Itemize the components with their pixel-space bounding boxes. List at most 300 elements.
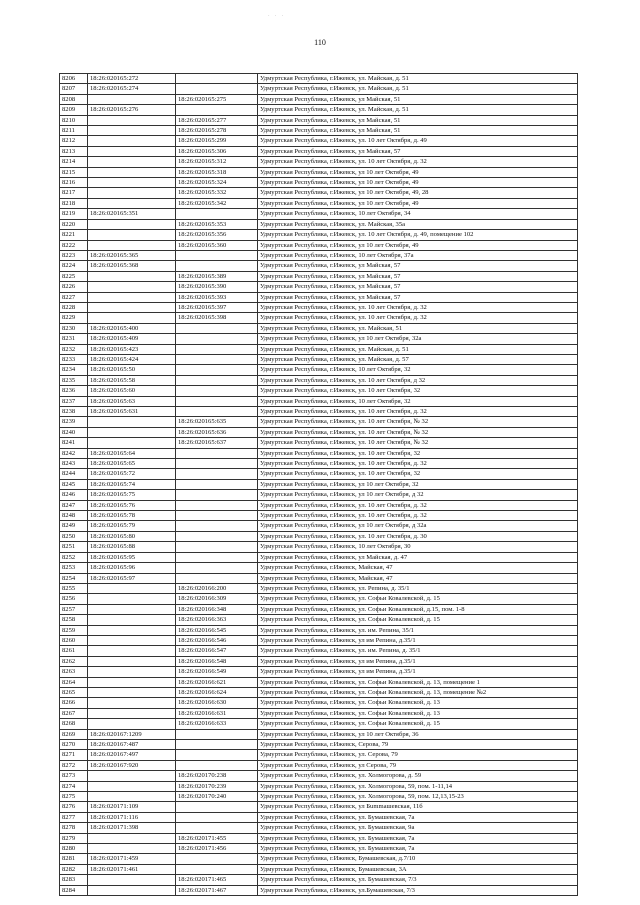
related-cadastral-number-cell [176, 812, 258, 822]
cadastral-number-cell: 18:26:020165:96 [88, 563, 176, 573]
row-number-cell: 8225 [60, 271, 88, 281]
cadastral-number-cell [88, 771, 176, 781]
related-cadastral-number-cell [176, 729, 258, 739]
related-cadastral-number-cell: 18:26:020166:363 [176, 615, 258, 625]
row-number-cell: 8263 [60, 667, 88, 677]
cadastral-number-cell [88, 667, 176, 677]
address-cell: Удмуртская Республика, г.Ижевск, ул. Бумашевская, 7а [258, 844, 578, 854]
row-number-cell: 8283 [60, 875, 88, 885]
related-cadastral-number-cell [176, 105, 258, 115]
row-number-cell: 8231 [60, 334, 88, 344]
table-row [60, 844, 578, 854]
related-cadastral-number-cell [176, 563, 258, 573]
table-row [60, 677, 578, 687]
row-number-cell: 8233 [60, 354, 88, 364]
cadastral-number-cell [88, 833, 176, 843]
table-row [60, 396, 578, 406]
cadastral-number-cell: 18:26:020165:365 [88, 250, 176, 260]
row-number-cell: 8284 [60, 885, 88, 895]
related-cadastral-number-cell: 18:26:020165:299 [176, 136, 258, 146]
row-number-cell: 8222 [60, 240, 88, 250]
related-cadastral-number-cell: 18:26:020165:635 [176, 417, 258, 427]
address-cell: Удмуртская Республика, г.Ижевск, ул. Бумашевская, 7а [258, 812, 578, 822]
related-cadastral-number-cell [176, 209, 258, 219]
table-row [60, 167, 578, 177]
row-number-cell: 8278 [60, 823, 88, 833]
row-number-cell: 8211 [60, 126, 88, 136]
row-number-cell: 8246 [60, 490, 88, 500]
address-cell: Удмуртская Республика, г.Ижевск, ул Майская, 57 [258, 271, 578, 281]
address-cell: Удмуртская Республика, г.Ижевск, 10 лет Октября, 32 [258, 396, 578, 406]
address-cell: Удмуртская Республика, г.Ижевск, ул 10 лет Октября, 49 [258, 198, 578, 208]
table-row [60, 854, 578, 864]
table-row [60, 594, 578, 604]
row-number-cell: 8269 [60, 729, 88, 739]
address-cell: Удмуртская Республика, г.Ижевск, ул. 10 лет Октября, д. 49 [258, 136, 578, 146]
row-number-cell: 8244 [60, 469, 88, 479]
cadastral-number-cell: 18:26:020165:75 [88, 490, 176, 500]
cadastral-number-cell: 18:26:020165:74 [88, 479, 176, 489]
address-cell: Удмуртская Республика, г.Ижевск, ул. Бумашевская, 7/3 [258, 875, 578, 885]
cadastral-number-cell [88, 136, 176, 146]
related-cadastral-number-cell: 18:26:020165:360 [176, 240, 258, 250]
table-row [60, 105, 578, 115]
table-row [60, 740, 578, 750]
row-number-cell: 8210 [60, 115, 88, 125]
address-cell: Удмуртская Республика, г.Ижевск, ул. 10 лет Октября, д. 32 [258, 302, 578, 312]
cadastral-number-cell: 18:26:020165:274 [88, 84, 176, 94]
cadastral-number-cell [88, 94, 176, 104]
row-number-cell: 8267 [60, 708, 88, 718]
row-number-cell: 8217 [60, 188, 88, 198]
table-row [60, 365, 578, 375]
row-number-cell: 8243 [60, 459, 88, 469]
address-cell: Удмуртская Республика, г.Ижевск, ул. 10 лет Октября, д. 32 [258, 511, 578, 521]
related-cadastral-number-cell [176, 459, 258, 469]
related-cadastral-number-cell: 18:26:020165:636 [176, 427, 258, 437]
row-number-cell: 8215 [60, 167, 88, 177]
row-number-cell: 8234 [60, 365, 88, 375]
table-body [60, 74, 578, 896]
related-cadastral-number-cell [176, 323, 258, 333]
related-cadastral-number-cell: 18:26:020166:549 [176, 667, 258, 677]
row-number-cell: 8236 [60, 386, 88, 396]
cadastral-number-cell [88, 604, 176, 614]
table-row [60, 563, 578, 573]
address-cell: Удмуртская Республика, г.Ижевск, ул. Майская, 35а [258, 219, 578, 229]
row-number-cell: 8253 [60, 563, 88, 573]
table-row [60, 375, 578, 385]
row-number-cell: 8249 [60, 521, 88, 531]
related-cadastral-number-cell: 18:26:020165:397 [176, 302, 258, 312]
address-cell: Удмуртская Республика, г.Ижевск, ул. 10 лет Октября, д 32 [258, 375, 578, 385]
row-number-cell: 8255 [60, 583, 88, 593]
address-cell: Удмуртская Республика, г.Ижевск, ул. Софьи Ковалевской, д.15, пом. 1-8 [258, 604, 578, 614]
row-number-cell: 8209 [60, 105, 88, 115]
related-cadastral-number-cell [176, 261, 258, 271]
address-cell: Удмуртская Республика, г.Ижевск, ул 10 лет Октября, 49 [258, 178, 578, 188]
related-cadastral-number-cell: 18:26:020171:455 [176, 833, 258, 843]
cadastral-number-cell [88, 719, 176, 729]
row-number-cell: 8232 [60, 344, 88, 354]
related-cadastral-number-cell [176, 375, 258, 385]
table-row [60, 354, 578, 364]
related-cadastral-number-cell [176, 354, 258, 364]
related-cadastral-number-cell: 18:26:020165:393 [176, 292, 258, 302]
row-number-cell: 8279 [60, 833, 88, 843]
cadastral-number-cell [88, 167, 176, 177]
row-number-cell: 8228 [60, 302, 88, 312]
table-row [60, 687, 578, 697]
row-number-cell: 8262 [60, 656, 88, 666]
related-cadastral-number-cell: 18:26:020166:548 [176, 656, 258, 666]
table-row [60, 219, 578, 229]
row-number-cell: 8241 [60, 438, 88, 448]
cadastral-number-cell [88, 885, 176, 895]
related-cadastral-number-cell: 18:26:020165:324 [176, 178, 258, 188]
table-row [60, 479, 578, 489]
cadastral-number-cell: 18:26:020165:97 [88, 573, 176, 583]
related-cadastral-number-cell: 18:26:020165:637 [176, 438, 258, 448]
row-number-cell: 8281 [60, 854, 88, 864]
row-number-cell: 8277 [60, 812, 88, 822]
address-cell: Удмуртская Республика, г.Ижевск, Бумашевская, д.7/10 [258, 854, 578, 864]
address-cell: Удмуртская Республика, г.Ижевск, ул. 10 лет Октября, № 32 [258, 427, 578, 437]
row-number-cell: 8221 [60, 230, 88, 240]
row-number-cell: 8264 [60, 677, 88, 687]
related-cadastral-number-cell [176, 521, 258, 531]
cadastral-number-cell: 18:26:020171:398 [88, 823, 176, 833]
table-row [60, 282, 578, 292]
cadastral-number-cell [88, 687, 176, 697]
cadastral-number-cell: 18:26:020165:76 [88, 500, 176, 510]
table-row [60, 511, 578, 521]
table-row [60, 198, 578, 208]
cadastral-number-cell: 18:26:020165:631 [88, 407, 176, 417]
cadastral-number-cell: 18:26:020165:79 [88, 521, 176, 531]
address-cell: Удмуртская Республика, г.Ижевск, ул. 10 лет Октября, д. 32 [258, 459, 578, 469]
cadastral-register-table [59, 73, 578, 896]
table-row [60, 812, 578, 822]
related-cadastral-number-cell: 18:26:020165:389 [176, 271, 258, 281]
row-number-cell: 8220 [60, 219, 88, 229]
row-number-cell: 8239 [60, 417, 88, 427]
table-row [60, 875, 578, 885]
related-cadastral-number-cell [176, 542, 258, 552]
related-cadastral-number-cell: 18:26:020166:200 [176, 583, 258, 593]
address-cell: Удмуртская Республика, г.Ижевск, 10 лет Октября, 34 [258, 209, 578, 219]
address-cell: Удмуртская Республика, г.Ижевск, ул. Майская, д. 51 [258, 74, 578, 84]
table-row [60, 84, 578, 94]
cadastral-number-cell [88, 708, 176, 718]
table-row [60, 313, 578, 323]
row-number-cell: 8206 [60, 74, 88, 84]
related-cadastral-number-cell [176, 344, 258, 354]
cadastral-number-cell [88, 427, 176, 437]
address-cell: Удмуртская Республика, г.Ижевск, ул им Репина, д.35/1 [258, 635, 578, 645]
table-row [60, 708, 578, 718]
cadastral-number-cell: 18:26:020165:409 [88, 334, 176, 344]
address-cell: Удмуртская Республика, г.Ижевск, ул Майская, д. 47 [258, 552, 578, 562]
row-number-cell: 8268 [60, 719, 88, 729]
table-row [60, 136, 578, 146]
row-number-cell: 8254 [60, 573, 88, 583]
table-row [60, 615, 578, 625]
related-cadastral-number-cell: 18:26:020170:239 [176, 781, 258, 791]
related-cadastral-number-cell: 18:26:020166:631 [176, 708, 258, 718]
address-cell: Удмуртская Республика, г.Ижевск, ул. Софьи Ковалевской, д. 15 [258, 594, 578, 604]
related-cadastral-number-cell [176, 864, 258, 874]
row-number-cell: 8207 [60, 84, 88, 94]
table-row [60, 407, 578, 417]
cadastral-number-cell [88, 677, 176, 687]
address-cell: Удмуртская Республика, г.Ижевск, ул Майская, 51 [258, 126, 578, 136]
cadastral-number-cell [88, 146, 176, 156]
table-row [60, 490, 578, 500]
address-cell: Удмуртская Республика, г.Ижевск, Серова, 79 [258, 740, 578, 750]
related-cadastral-number-cell: 18:26:020171:467 [176, 885, 258, 895]
related-cadastral-number-cell [176, 448, 258, 458]
related-cadastral-number-cell [176, 74, 258, 84]
address-cell: Удмуртская Республика, г.Ижевск, ул им Репина, д.35/1 [258, 667, 578, 677]
related-cadastral-number-cell: 18:26:020165:332 [176, 188, 258, 198]
row-number-cell: 8218 [60, 198, 88, 208]
table-row [60, 604, 578, 614]
cadastral-number-cell [88, 438, 176, 448]
row-number-cell: 8259 [60, 625, 88, 635]
table-row [60, 667, 578, 677]
address-cell: Удмуртская Республика, г.Ижевск, ул. 10 лет Октября, д. 32 [258, 157, 578, 167]
address-cell: Удмуртская Республика, г.Ижевск, ул 10 лет Октября, 49 [258, 240, 578, 250]
related-cadastral-number-cell: 18:26:020170:240 [176, 792, 258, 802]
row-number-cell: 8214 [60, 157, 88, 167]
cadastral-number-cell: 18:26:020171:459 [88, 854, 176, 864]
related-cadastral-number-cell: 18:26:020166:546 [176, 635, 258, 645]
cadastral-number-cell [88, 230, 176, 240]
table-row [60, 864, 578, 874]
address-cell: Удмуртская Республика, г.Ижевск, ул. Майская, д. 51 [258, 344, 578, 354]
table-row [60, 334, 578, 344]
table-row [60, 292, 578, 302]
cadastral-number-cell: 18:26:020165:58 [88, 375, 176, 385]
address-cell: Удмуртская Республика, г.Ижевск, ул. 10 лет Октября, д. 32 [258, 313, 578, 323]
row-number-cell: 8248 [60, 511, 88, 521]
address-cell: Удмуртская Республика, г.Ижевск, ул. Софьи Ковалевской, д. 13, помещение 1 [258, 677, 578, 687]
table-row [60, 583, 578, 593]
cadastral-number-cell: 18:26:020171:116 [88, 812, 176, 822]
related-cadastral-number-cell: 18:26:020165:353 [176, 219, 258, 229]
address-cell: Удмуртская Республика, г.Ижевск, ул. Репина, д. 35/1 [258, 583, 578, 593]
address-cell: Удмуртская Республика, г.Ижевск, ул Серова, 79 [258, 760, 578, 770]
related-cadastral-number-cell: 18:26:020166:309 [176, 594, 258, 604]
table-row [60, 302, 578, 312]
related-cadastral-number-cell [176, 396, 258, 406]
address-cell: Удмуртская Республика, г.Ижевск, ул Майская, 57 [258, 261, 578, 271]
related-cadastral-number-cell [176, 573, 258, 583]
row-number-cell: 8260 [60, 635, 88, 645]
table-row [60, 417, 578, 427]
row-number-cell: 8235 [60, 375, 88, 385]
related-cadastral-number-cell [176, 250, 258, 260]
row-number-cell: 8229 [60, 313, 88, 323]
row-number-cell: 8275 [60, 792, 88, 802]
row-number-cell: 8240 [60, 427, 88, 437]
table-row [60, 157, 578, 167]
cadastral-number-cell: 18:26:020165:80 [88, 531, 176, 541]
table-row [60, 760, 578, 770]
table-row [60, 656, 578, 666]
row-number-cell: 8251 [60, 542, 88, 552]
cadastral-number-cell: 18:26:020165:368 [88, 261, 176, 271]
table-row [60, 386, 578, 396]
cadastral-number-cell [88, 302, 176, 312]
related-cadastral-number-cell: 18:26:020166:547 [176, 646, 258, 656]
table-row [60, 573, 578, 583]
cadastral-number-cell [88, 219, 176, 229]
table-row [60, 271, 578, 281]
related-cadastral-number-cell: 18:26:020170:238 [176, 771, 258, 781]
related-cadastral-number-cell: 18:26:020166:624 [176, 687, 258, 697]
address-cell: Удмуртская Республика, г.Ижевск, ул. 10 лет Октября, 32 [258, 469, 578, 479]
cadastral-number-cell: 18:26:020165:423 [88, 344, 176, 354]
cadastral-number-cell [88, 875, 176, 885]
cadastral-number-cell [88, 271, 176, 281]
related-cadastral-number-cell: 18:26:020165:318 [176, 167, 258, 177]
cadastral-number-cell: 18:26:020165:424 [88, 354, 176, 364]
related-cadastral-number-cell [176, 84, 258, 94]
related-cadastral-number-cell [176, 802, 258, 812]
cadastral-number-cell [88, 126, 176, 136]
cadastral-number-cell [88, 282, 176, 292]
table-row [60, 833, 578, 843]
table-row [60, 250, 578, 260]
related-cadastral-number-cell [176, 490, 258, 500]
row-number-cell: 8237 [60, 396, 88, 406]
related-cadastral-number-cell: 18:26:020165:356 [176, 230, 258, 240]
address-cell: Удмуртская Республика, г.Ижевск, ул 10 лет Октября, 32а [258, 334, 578, 344]
table-row [60, 74, 578, 84]
cadastral-number-cell: 18:26:020165:50 [88, 365, 176, 375]
related-cadastral-number-cell: 18:26:020165:312 [176, 157, 258, 167]
address-cell: Удмуртская Республика, г.Ижевск, ул. Холмогорова, 59, пом. 1-11,14 [258, 781, 578, 791]
row-number-cell: 8282 [60, 864, 88, 874]
row-number-cell: 8252 [60, 552, 88, 562]
related-cadastral-number-cell [176, 407, 258, 417]
related-cadastral-number-cell: 18:26:020165:278 [176, 126, 258, 136]
address-cell: Удмуртская Республика, г.Ижевск, ул Майская, 57 [258, 292, 578, 302]
table-row [60, 240, 578, 250]
row-number-cell: 8250 [60, 531, 88, 541]
table-row [60, 542, 578, 552]
row-number-cell: 8273 [60, 771, 88, 781]
cadastral-number-cell: 18:26:020165:400 [88, 323, 176, 333]
cadastral-number-cell: 18:26:020165:276 [88, 105, 176, 115]
address-cell: Удмуртская Республика, г.Ижевск, ул 10 лет Октября, 36 [258, 729, 578, 739]
table-row [60, 323, 578, 333]
address-cell: Удмуртская Республика, г.Ижевск, 10 лет Октября, 30 [258, 542, 578, 552]
address-cell: Удмуртская Республика, г.Ижевск, ул. 10 лет Октября, № 32 [258, 417, 578, 427]
address-cell: Удмуртская Республика, г.Ижевск, ул. Холмогорова, 59, пом. 12,13,15-23 [258, 792, 578, 802]
row-number-cell: 8223 [60, 250, 88, 260]
row-number-cell: 8213 [60, 146, 88, 156]
row-number-cell: 8265 [60, 687, 88, 697]
table-row [60, 459, 578, 469]
table-row [60, 344, 578, 354]
cadastral-number-cell: 18:26:020165:64 [88, 448, 176, 458]
address-cell: Удмуртская Республика, г.Ижевск, ул. Софьи Ковалевской, д. 13 [258, 708, 578, 718]
table-row [60, 209, 578, 219]
cadastral-number-cell: 18:26:020167:497 [88, 750, 176, 760]
address-cell: Удмуртская Республика, г.Ижевск, ул. Майская, д. 51 [258, 105, 578, 115]
table-row [60, 115, 578, 125]
related-cadastral-number-cell [176, 334, 258, 344]
cadastral-number-cell [88, 583, 176, 593]
address-cell: Удмуртская Республика, г.Ижевск, ул. Майская, д. 57 [258, 354, 578, 364]
address-cell: Удмуртская Республика, г.Ижевск, ул 10 лет Октября, 49, 28 [258, 188, 578, 198]
table-row [60, 230, 578, 240]
address-cell: Удмуртская Республика, г.Ижевск, 10 лет Октября, 32 [258, 365, 578, 375]
table-row [60, 178, 578, 188]
address-cell: Удмуртская Республика, г.Ижевск, ул. Софьи Ковалевской, д. 13, помещение №2 [258, 687, 578, 697]
table-row [60, 126, 578, 136]
table-row [60, 792, 578, 802]
table-row [60, 552, 578, 562]
related-cadastral-number-cell [176, 854, 258, 864]
row-number-cell: 8272 [60, 760, 88, 770]
row-number-cell: 8208 [60, 94, 88, 104]
table-row [60, 188, 578, 198]
related-cadastral-number-cell [176, 823, 258, 833]
table-row [60, 646, 578, 656]
cadastral-number-cell [88, 115, 176, 125]
cadastral-number-cell [88, 157, 176, 167]
related-cadastral-number-cell: 18:26:020166:621 [176, 677, 258, 687]
cadastral-number-cell [88, 594, 176, 604]
cadastral-number-cell: 18:26:020171:461 [88, 864, 176, 874]
related-cadastral-number-cell: 18:26:020171:465 [176, 875, 258, 885]
row-number-cell: 8256 [60, 594, 88, 604]
address-cell: Удмуртская Республика, г.Ижевск, ул Майская, 51 [258, 94, 578, 104]
table-row [60, 146, 578, 156]
row-number-cell: 8258 [60, 615, 88, 625]
cadastral-number-cell: 18:26:020171:109 [88, 802, 176, 812]
row-number-cell: 8212 [60, 136, 88, 146]
table-row [60, 94, 578, 104]
address-cell: Удмуртская Республика, г.Ижевск, ул 10 лет Октября, д 32 [258, 490, 578, 500]
row-number-cell: 8276 [60, 802, 88, 812]
table-row [60, 885, 578, 895]
cadastral-number-cell [88, 781, 176, 791]
cadastral-number-cell [88, 635, 176, 645]
cadastral-number-cell: 18:26:020165:65 [88, 459, 176, 469]
table-row [60, 427, 578, 437]
related-cadastral-number-cell [176, 365, 258, 375]
cadastral-number-cell [88, 698, 176, 708]
table-row [60, 635, 578, 645]
related-cadastral-number-cell: 18:26:020165:275 [176, 94, 258, 104]
address-cell: Удмуртская Республика, г.Ижевск, ул Бummaшевская, 11б [258, 802, 578, 812]
related-cadastral-number-cell [176, 750, 258, 760]
table-row [60, 823, 578, 833]
related-cadastral-number-cell [176, 469, 258, 479]
cadastral-number-cell: 18:26:020167:487 [88, 740, 176, 750]
table-row [60, 625, 578, 635]
related-cadastral-number-cell [176, 386, 258, 396]
row-number-cell: 8238 [60, 407, 88, 417]
cadastral-number-cell: 18:26:020167:920 [88, 760, 176, 770]
table-row [60, 781, 578, 791]
cadastral-number-cell [88, 625, 176, 635]
